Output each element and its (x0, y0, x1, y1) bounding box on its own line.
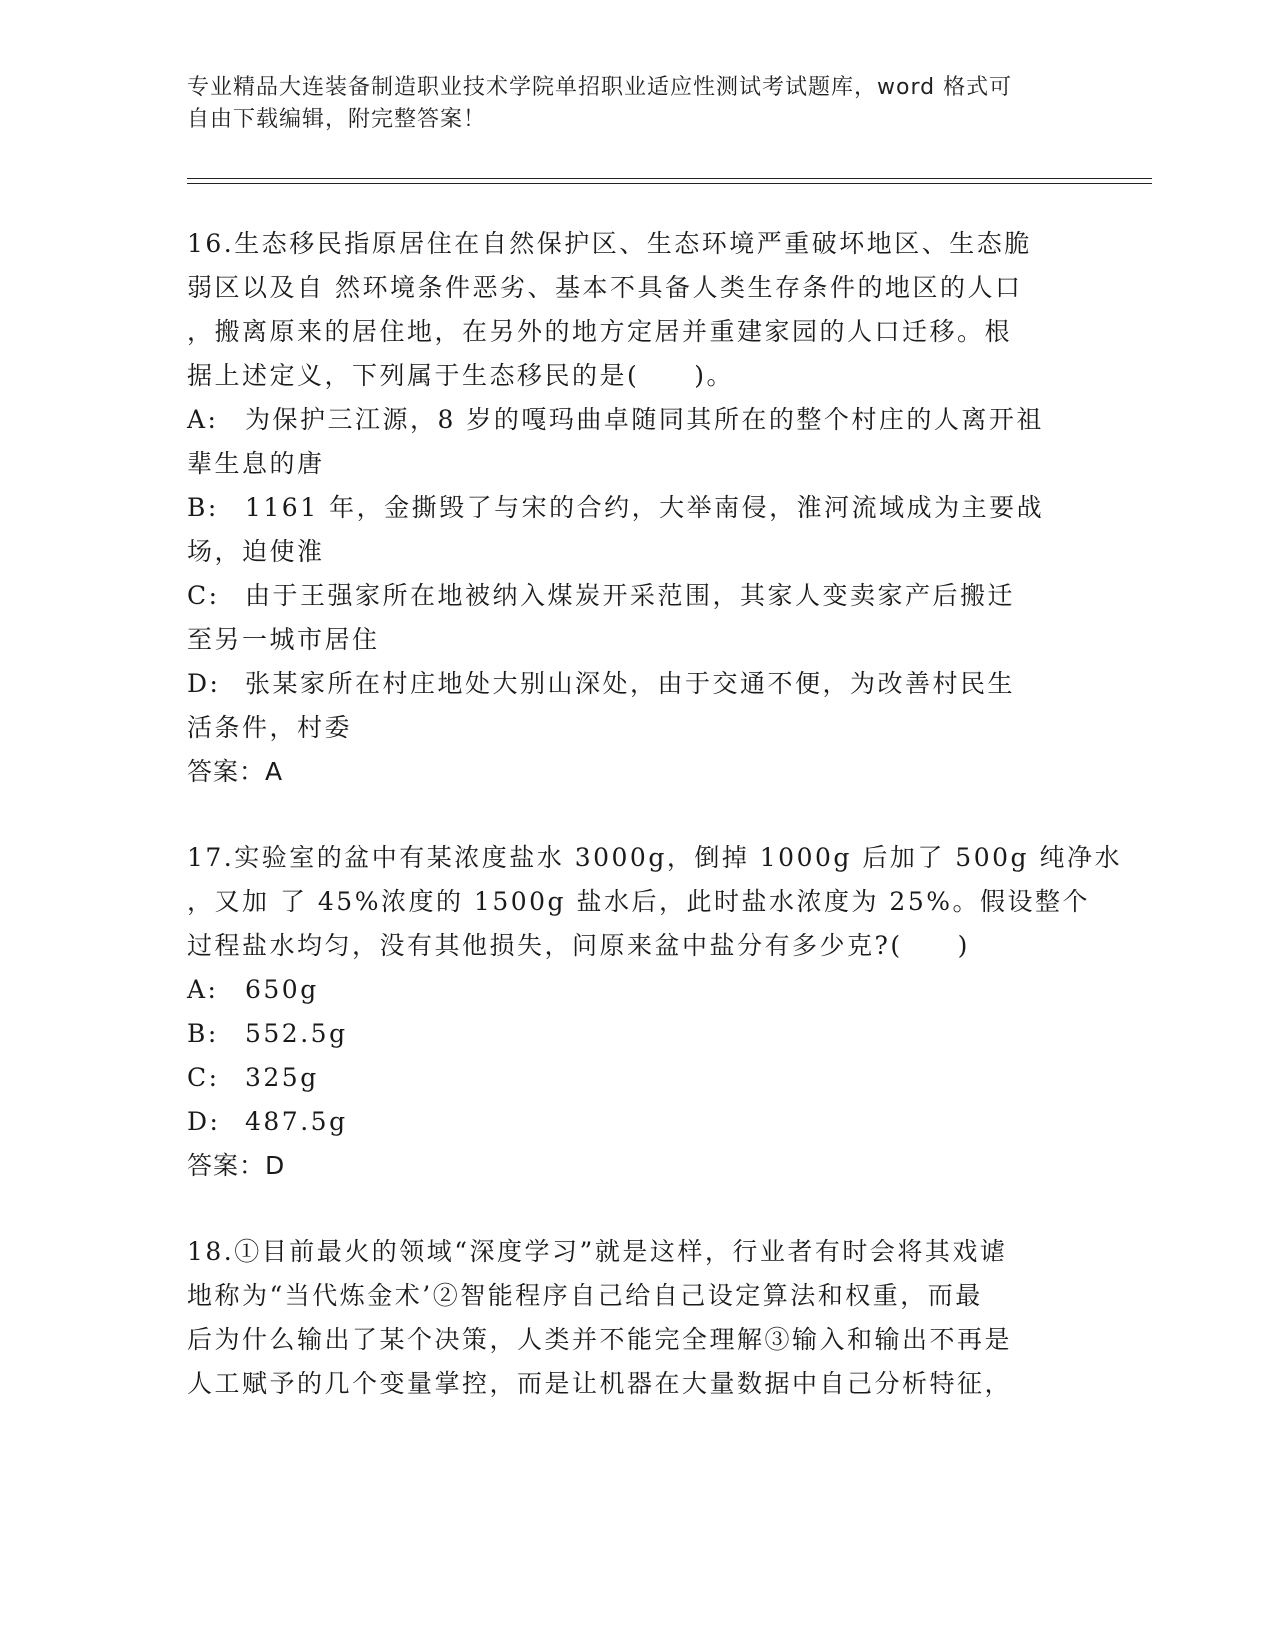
page-header (187, 72, 1087, 136)
option-text: 650g (245, 975, 319, 1004)
q17-option-a (187, 974, 319, 1006)
option-text: 由于王强家所在地被纳入煤炭开采范围，其家人变卖家产后搬迁 (245, 581, 1016, 610)
q16-stem-line-3: ，搬离原来的居住地，在另外的地方定居并重建家园的人口迁移。根 (187, 317, 1013, 346)
option-label: D: (187, 1107, 221, 1136)
q18-stem-line-2: 地称为“当代炼金术’②智能程序自己给自己设定算法和权重，而最 (187, 1281, 983, 1310)
q17-stem-line-3: 过程盐水均匀，没有其他损失，问原来盆中盐分有多少克?( ) (187, 931, 970, 960)
option-text: 为保护三江源，8 岁的嘎玛曲卓随同其所在的整个村庄的人离开祖 (245, 405, 1044, 434)
option-text: 552.5g (245, 1019, 348, 1048)
option-label: B: (187, 1019, 219, 1048)
q16-option-d-cont: 活条件，村委 (187, 713, 353, 742)
q16-stem-line-1: 16.生态移民指原居住在自然保护区、生态环境严重破坏地区、生态脆 (187, 229, 1032, 258)
q16-option-a-cont: 辈生息的唐 (187, 449, 325, 478)
option-label: C: (187, 581, 220, 610)
q17-option-b (187, 1018, 348, 1050)
option-text: 张某家所在村庄地处大别山深处，由于交通不便，为改善村民生 (245, 669, 1016, 698)
q16-option-b-cont: 场，迫使淮 (187, 537, 325, 566)
q17-stem-line-2: ，又加 了 45%浓度的 1500g 盐水后，此时盐水浓度为 25%。假设整个 (187, 887, 1090, 916)
q16-answer: 答案：A (187, 757, 284, 786)
q17-option-d (187, 1106, 348, 1138)
q16-option-d (187, 668, 1015, 700)
option-text: 1161 年，金撕毁了与宋的合约，大举南侵，淮河流域成为主要战 (245, 493, 1045, 522)
option-text: 325g (245, 1063, 319, 1092)
header-line-1: 专业精品大连装备制造职业技术学院单招职业适应性测试考试题库，word 格式可 (187, 75, 1013, 100)
header-divider-top (187, 178, 1152, 179)
option-label: D: (187, 669, 221, 698)
q18-stem-line-3: 后为什么输出了某个决策，人类并不能完全理解③输入和输出不再是 (187, 1325, 1013, 1354)
option-label: C: (187, 1063, 220, 1092)
q16-option-a (187, 404, 1044, 436)
option-text: 487.5g (245, 1107, 348, 1136)
q18-stem-line-1: 18.①目前最火的领域“深度学习”就是这样，行业者有时会将其戏谑 (187, 1237, 1008, 1266)
q16-stem-line-2: 弱区以及自 然环境条件恶劣、基本不具备人类生存条件的地区的人口 (187, 273, 1023, 302)
q16-option-c (187, 580, 1015, 612)
q16-stem-line-4: 据上述定义，下列属于生态移民的是( )。 (187, 361, 735, 390)
q17-stem-line-1: 17.实验室的盆中有某浓度盐水 3000g，倒掉 1000g 后加了 500g 纯净水 (187, 843, 1122, 872)
q18-stem-line-4: 人工赋予的几个变量掌控，而是让机器在大量数据中自己分析特征， (187, 1369, 1013, 1398)
option-label: B: (187, 493, 219, 522)
q17-answer: 答案：D (187, 1151, 286, 1180)
option-label: A: (187, 405, 219, 434)
q16-option-b (187, 492, 1044, 524)
q17-option-c (187, 1062, 319, 1094)
header-line-2: 自由下载编辑，附完整答案！ (187, 107, 487, 132)
q16-option-c-cont: 至另一城市居住 (187, 625, 380, 654)
option-label: A: (187, 975, 219, 1004)
header-divider-bottom (187, 183, 1152, 184)
